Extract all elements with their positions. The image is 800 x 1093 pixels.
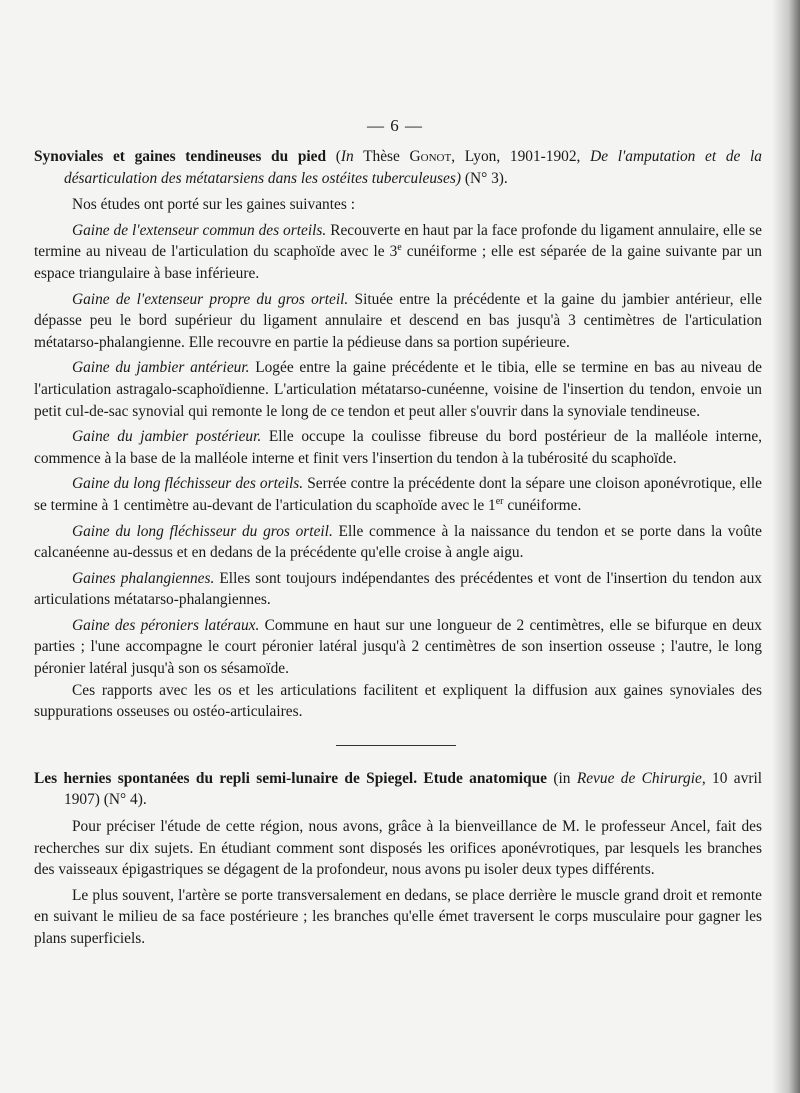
section1-closing: Ces rapports avec les os et les articulations facilitent et expliquent la diffusion aux gaines synoviales des suppurations osseuses ou ostéo-articulaires. bbox=[34, 681, 762, 721]
section2-para1: Pour préciser l'étude de cette région, nous avons, grâce à la bienveillance de M. le professeur Ancel, fait des recherches sur dix sujets. En étudiant comment sont disposés les orifices aponévrotiques, par lesquels les branches des vaisseaux épigastriques se dégagent de la profondeur, nous avons pu isoler deux types différents. bbox=[34, 818, 762, 879]
gaine-item bbox=[34, 521, 762, 564]
section1-heading bbox=[34, 146, 762, 189]
gaine-text: Logée entre la gaine précédente et le tibia, elle se termine en bas au niveau de l'articulation astragalo-scaphoïdienne. L'articulation métatarso-cunéenne, voisine de l'insertion du tendon, envoie un petit cul-de-sac synovial qui remonte le long de ce tendon et peut aller s'ouvrir dans la synoviale tendineuse. bbox=[34, 359, 762, 420]
section1-ref-text: Thèse bbox=[353, 148, 410, 165]
section2-ref-journal: Revue de Chirurgie bbox=[576, 769, 702, 787]
section1-intro: Nos études ont porté sur les gaines suivantes : bbox=[72, 196, 355, 214]
gaine-heading: Gaine du long fléchisseur du gros orteil. bbox=[72, 522, 333, 540]
section1-ref-work: De l'amputation et de la désarticulation des métatarsiens dans les ostéites tuberculeuses) bbox=[64, 148, 762, 187]
gaine-heading: Gaines phalangiennes. bbox=[72, 569, 215, 587]
gaine-text: Elle commence à la naissance du tendon et se porte dans la voûte calcanéenne au-dessus et en dedans de la précédente qu'elle croise à angle aigu. bbox=[34, 522, 762, 562]
section2-ref-rest: , 10 avril 1907) (N° 4). bbox=[64, 769, 762, 809]
section1-ref-in: In bbox=[340, 148, 354, 165]
gaine-sup: er bbox=[495, 495, 504, 507]
section1-ref-open: ( bbox=[335, 148, 341, 165]
gaine-text: Commune en haut sur une longueur de 2 centimètres, elle se bifurque en deux parties ; l'une accompagne le court péronier latéral jusqu'à 2 centimètres de son insertion osseuse ; l'autre, le long péronier latéral jusqu'à son os sésamoïde. bbox=[34, 616, 762, 678]
gaine-item bbox=[34, 289, 762, 354]
gaine-text2: cunéiforme ; elle est séparée de la gaine suivante par un espace triangulaire à base inférieure. bbox=[34, 243, 762, 282]
gaine-text: Elles sont toujours indépendantes des précédentes et vont de l'insertion du tendon aux articulations métatarso-phalangiennes. bbox=[34, 569, 762, 609]
gaine-sup: e bbox=[397, 242, 402, 254]
section2-title: Les hernies spontanées du repli semi-lunaire de Spiegel. Etude anatomique bbox=[34, 769, 547, 787]
section1-ref-place: , Lyon, 1901-1902, bbox=[451, 148, 591, 165]
page-edge-shadow bbox=[772, 0, 800, 1093]
gaine-item bbox=[34, 426, 762, 469]
section1-ref-author: Gonot bbox=[409, 148, 452, 165]
section2-para2: Le plus souvent, l'artère se porte transversalement en dedans, se place derrière le muscle grand droit et remonte en suivant le milieu de sa face postérieure ; les branches qu'elle émet traversent le corps musculaire pour gagner les plans superficiels. bbox=[34, 886, 762, 947]
section1-title: Synoviales et gaines tendineuses du pied bbox=[34, 148, 327, 165]
gaine-text: Située entre la précédente et la gaine du jambier antérieur, elle dépasse peu le bord supérieur du ligament annulaire et descend en bas jusqu'à 3 centimètres de l'articulation métatarso-phalangienne. Elle recouvre en partie la pédieuse dans sa portion supérieure. bbox=[34, 290, 763, 351]
section2-heading bbox=[34, 768, 762, 811]
gaine-heading: Gaine de l'extenseur propre du gros orteil. bbox=[72, 290, 349, 308]
gaine-item bbox=[34, 357, 762, 422]
gaine-heading: Gaine du long fléchisseur des orteils. bbox=[72, 475, 304, 493]
gaine-text: Recouverte en haut par la face profonde du ligament annulaire, elle se termine au niveau de l'articulation du scaphoïde avec le 3 bbox=[34, 221, 762, 261]
section2-ref-open: (in bbox=[546, 769, 577, 787]
gaine-item bbox=[34, 615, 762, 680]
page-number: — 6 — bbox=[367, 116, 423, 135]
gaine-text: Serrée contre la précédente dont la sépare une cloison aponévrotique, elle se termine à 1 centimètre au-devant de l'articulation du scaphoïde avec le 1 bbox=[34, 475, 763, 514]
page-content bbox=[34, 146, 762, 950]
gaine-heading: Gaine du jambier antérieur. bbox=[72, 359, 250, 377]
gaine-heading: Gaine des péroniers latéraux. bbox=[72, 616, 260, 634]
gaine-item bbox=[34, 220, 762, 285]
gaine-heading: Gaine de l'extenseur commun des orteils. bbox=[72, 221, 327, 239]
gaine-text2: cunéiforme. bbox=[503, 496, 582, 514]
gaine-item bbox=[34, 568, 762, 611]
gaine-text: Elle occupe la coulisse fibreuse du bord postérieur de la malléole interne, commence à la base de la malléole interne et finit vers l'insertion du tendon à la tubérosité du scaphoïde. bbox=[34, 428, 762, 467]
gaine-heading: Gaine du jambier postérieur. bbox=[72, 428, 262, 446]
gaine-item bbox=[34, 473, 762, 516]
section1-ref-num: (N° 3). bbox=[460, 169, 508, 187]
section-divider bbox=[336, 745, 456, 746]
